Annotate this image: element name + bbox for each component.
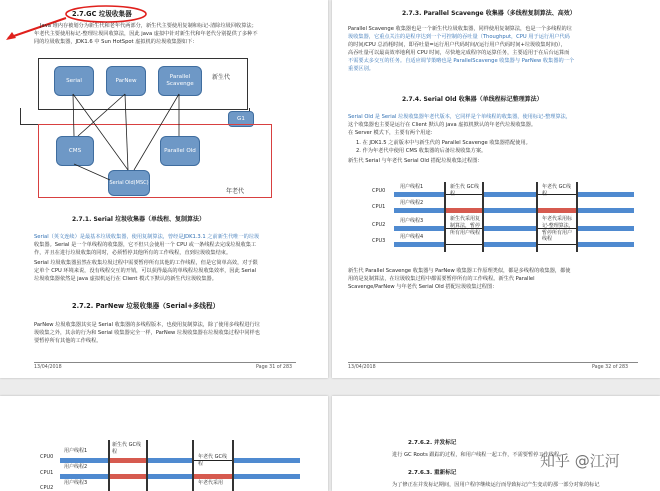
use-item-1: 1. 在 JDK1.5 之前版本中与新生代的 Parallel Scavenge 收集器搭配使用。 (356, 140, 531, 146)
thread-bar (60, 458, 108, 463)
thread-bar (394, 226, 444, 231)
footer-rule (34, 362, 296, 363)
page-33-partial (0, 396, 328, 491)
thread-timeline-2 (0, 396, 328, 491)
collector-connections (0, 0, 328, 210)
collector-parnew: ParNew (106, 66, 146, 96)
thread-timeline (332, 168, 660, 260)
so-line-1: Serial Old 是 Serial 垃圾收集器年老代版本，它同样是个单线程的收集器，使用标记-整理算法， (348, 114, 572, 120)
thread-label-4: 用户线程4 (400, 234, 424, 240)
cpu-label-1: CPU1 (40, 470, 54, 476)
thread-bar (484, 208, 536, 213)
parnew-line-2: 圾收集之外，其余的行为和 Serial 收集器完全一样，ParNew 垃圾收集器在垃圾收集过程中同样也 (34, 330, 260, 336)
thread-bar (60, 474, 108, 479)
young-gc-bar (110, 474, 146, 479)
old-gen-label: 年老代 (226, 188, 245, 195)
remark-line: 为了修正在并发标记期间，因用户程序继续运行而导致标记产生变动的那一部分对象的标记 (392, 482, 600, 488)
collector-g1: G1 (228, 111, 254, 127)
cpu-label-3: CPU3 (372, 238, 386, 244)
section-274-title: 2.7.4. Serial Old 收集器（单线程标记整理算法） (402, 96, 543, 103)
thread-bar (578, 226, 634, 231)
ps-line-4: 高吞吐量可以最高效率地利用 CPU 时间，尽快地完成程序的运算任务，主要适用于在后台运算而 (348, 50, 570, 56)
after-line-2: 用的是复制算法，在垃圾收集过程中都需要暂停所有的工作线程。新生代 Parallel (348, 276, 535, 282)
thread-label-3: 用户线程3 (64, 480, 88, 486)
footer-page-number: Page 32 of 283 (592, 365, 629, 370)
section-271-title: 2.7.1. Serial 垃圾收集器（单线程、复制算法） (72, 216, 206, 223)
safepoint-4 (232, 440, 234, 491)
young-gc-label: 新生代 GC线程 (450, 184, 479, 197)
footer-rule (348, 362, 638, 363)
page-34-partial (332, 396, 660, 491)
ps-line-2: 圾收集器，它重点关注的是程序达到一个可控制的吞吐量（Thoughput，CPU 用于运行用户代码 (348, 34, 570, 40)
thread-bar (578, 242, 634, 247)
cpu-label-1: CPU1 (372, 204, 386, 210)
collector-serial: Serial (54, 66, 94, 96)
thread-bar (394, 242, 444, 247)
section-273-title: 2.7.3. Parallel Scavenge 收集器（多线程复制算法、高效） (402, 10, 576, 17)
zhihu-watermark: 知乎 @江河 (540, 452, 620, 470)
thread-bar (484, 242, 536, 247)
thread-bar (394, 192, 444, 197)
page-32 (332, 0, 660, 378)
intro-line-1: Java 堆内存被划分为新生代和老年代两部分，新生代主要使用复制和标记-清除垃圾回收算法； (40, 23, 257, 29)
section-2762-title: 2.7.6.2. 并发标记 (408, 440, 457, 446)
thread-bar (234, 458, 300, 463)
collector-parallel-scavenge: Parallel Scavenge (158, 66, 202, 96)
collector-serial-old: Serial Old(MSC) (108, 170, 150, 196)
cpu-label-2: CPU2 (40, 485, 54, 491)
young-gc-bar (446, 208, 482, 213)
footer-date: 13/04/2018 (34, 365, 62, 370)
page-31 (0, 0, 328, 378)
footer-date: 13/04/2018 (348, 365, 376, 370)
old-gc-label: 年老代 GC线程 (542, 184, 571, 197)
after-line-1: 新生代 Parallel Scavenge 收集器与 ParNew 收集器工作原理类似，都是多线程的收集器，都使 (348, 268, 571, 274)
old-gc-desc: 年老代采用 (198, 480, 224, 486)
serial-line-1: Serial（英文连续）是最基本垃圾收集器，使用复制算法，曾经是JDK1.3.1 之前新生代唯一的垃圾 (34, 234, 260, 240)
thread-bar (578, 192, 634, 197)
safepoint-3 (536, 182, 538, 252)
ps-line-6: 重要区别。 (348, 66, 374, 72)
collector-parallel-old: Parallel Old (160, 136, 200, 166)
section-heading-gc: 2.7.GC 垃圾收集器 (72, 10, 132, 18)
serial-line-2: 收集器。Serial 是一个单线程的收集器，它不但只会使用一个 CPU 或一条线程去完成垃圾收集工 (34, 242, 257, 248)
thread-label-2: 用户线程2 (64, 464, 88, 470)
serial-line-3: 作，并且在进行垃圾收集的同时，必须暂停其他所有的工作线程，直到垃圾收集结束。 (34, 250, 232, 256)
intro-line-3: 同的垃圾收集器，JDK1.6 中 Sun HotSpot 虚拟机的垃圾收集器如下： (34, 39, 198, 45)
thread-bar (148, 458, 192, 463)
old-gc-label: 年老代 GC线程 (198, 454, 227, 467)
safepoint-1 (444, 182, 446, 252)
so-line-2: 这个收集器也主要是运行在 Client 默认的 java 虚拟机默认的年老代垃圾收集器。 (348, 122, 537, 128)
footer-page-number: Page 31 of 283 (256, 365, 293, 370)
concurrent-line: 进行 GC Roots 跟踪的过程，和用户线程一起工作，不需要暂停工作线程。 (392, 452, 565, 458)
ps-line-5: 不需要太多交互的任务。自适应调节策略也是 ParallelScavenge 收集器与 ParNew 收集器的一个 (348, 58, 575, 64)
thread-bar (484, 192, 536, 197)
thread-bar (484, 226, 536, 231)
section-2763-title: 2.7.6.3. 重新标记 (408, 470, 457, 476)
diagram-caption: 新生代 Serial 与年老代 Serial Old 搭配垃圾收集过程图： (348, 158, 483, 164)
thread-label-1: 用户线程1 (400, 184, 424, 190)
safepoint-1 (108, 440, 110, 491)
thread-bar (234, 474, 300, 479)
young-gen-label: 新生代 (212, 74, 231, 81)
intro-line-2: 年老代主要使用标记-整理垃圾回收算法，因此 java 虚拟中针对新生代和年老代分别提供了多种不 (34, 31, 258, 37)
old-gc-desc: 年老代采用标记-整理算法，暂停所有用户线程 (542, 216, 574, 243)
thread-label-3: 用户线程3 (400, 218, 424, 224)
after-line-3: Scavenge/ParNew 与年老代 Serial Old 搭配垃圾收集过程图： (348, 284, 498, 290)
serial-line-6: 垃圾收集器依然是 java 虚拟机运行在 Client 模式下默认的新生代垃圾收集器。 (34, 276, 217, 282)
serial-line-4: Serial 垃圾收集器虽然在收集垃圾过程中需要暂停所有其他的工作线程，但是它简单高效，对于限 (34, 260, 258, 266)
collector-cms: CMS (56, 136, 94, 166)
section-272-title: 2.7.2. ParNew 垃圾收集器（Serial+多线程） (72, 302, 220, 310)
young-gc-desc: 新生代采用复制算法，暂停所有用户线程 (450, 216, 481, 236)
so-line-3: 在 Server 模式下，主要有两个用途： (348, 130, 436, 136)
cpu-label-0: CPU0 (372, 188, 386, 194)
use-item-2: 2. 作为年老代中使用 CMS 收集器的后备垃圾收集方案。 (356, 148, 487, 154)
thread-bar (578, 208, 634, 213)
thread-label-1: 用户线程1 (64, 448, 88, 454)
serial-line-5: 定单个 CPU 环境来说，没有线程交互的开销，可以获得最高的单线程垃圾收集效率，因此 Serial (34, 268, 257, 274)
parnew-line-3: 要暂停所有其他的工作线程。 (34, 338, 102, 344)
ps-line-3: 的时间/CPU 总消耗时间，即吞吐量=运行用户代码时间/(运行用户代码时间+垃圾收集时间)）， (348, 42, 566, 48)
old-gc-bar (194, 474, 232, 479)
old-gc-bar (538, 208, 576, 213)
cpu-label-2: CPU2 (372, 222, 386, 228)
thread-label-2: 用户线程2 (400, 200, 424, 206)
parnew-line-1: ParNew 垃圾收集器其实是 Serial 收集器的多线程版本，也使用复制算法，除了使用多线程进行垃 (34, 322, 260, 328)
safepoint-3 (192, 440, 194, 491)
thread-bar (148, 474, 192, 479)
thread-bar (394, 208, 444, 213)
safepoint-2 (146, 440, 148, 491)
cpu-label-0: CPU0 (40, 454, 54, 460)
young-gc-bar (110, 458, 146, 463)
young-gc-label: 新生代 GC线程 (112, 442, 141, 455)
ps-line-1: Parallel Scavenge 收集器也是一个新生代垃圾收集器，同样使用复制算法，也是一个多线程的垃 (348, 26, 572, 32)
